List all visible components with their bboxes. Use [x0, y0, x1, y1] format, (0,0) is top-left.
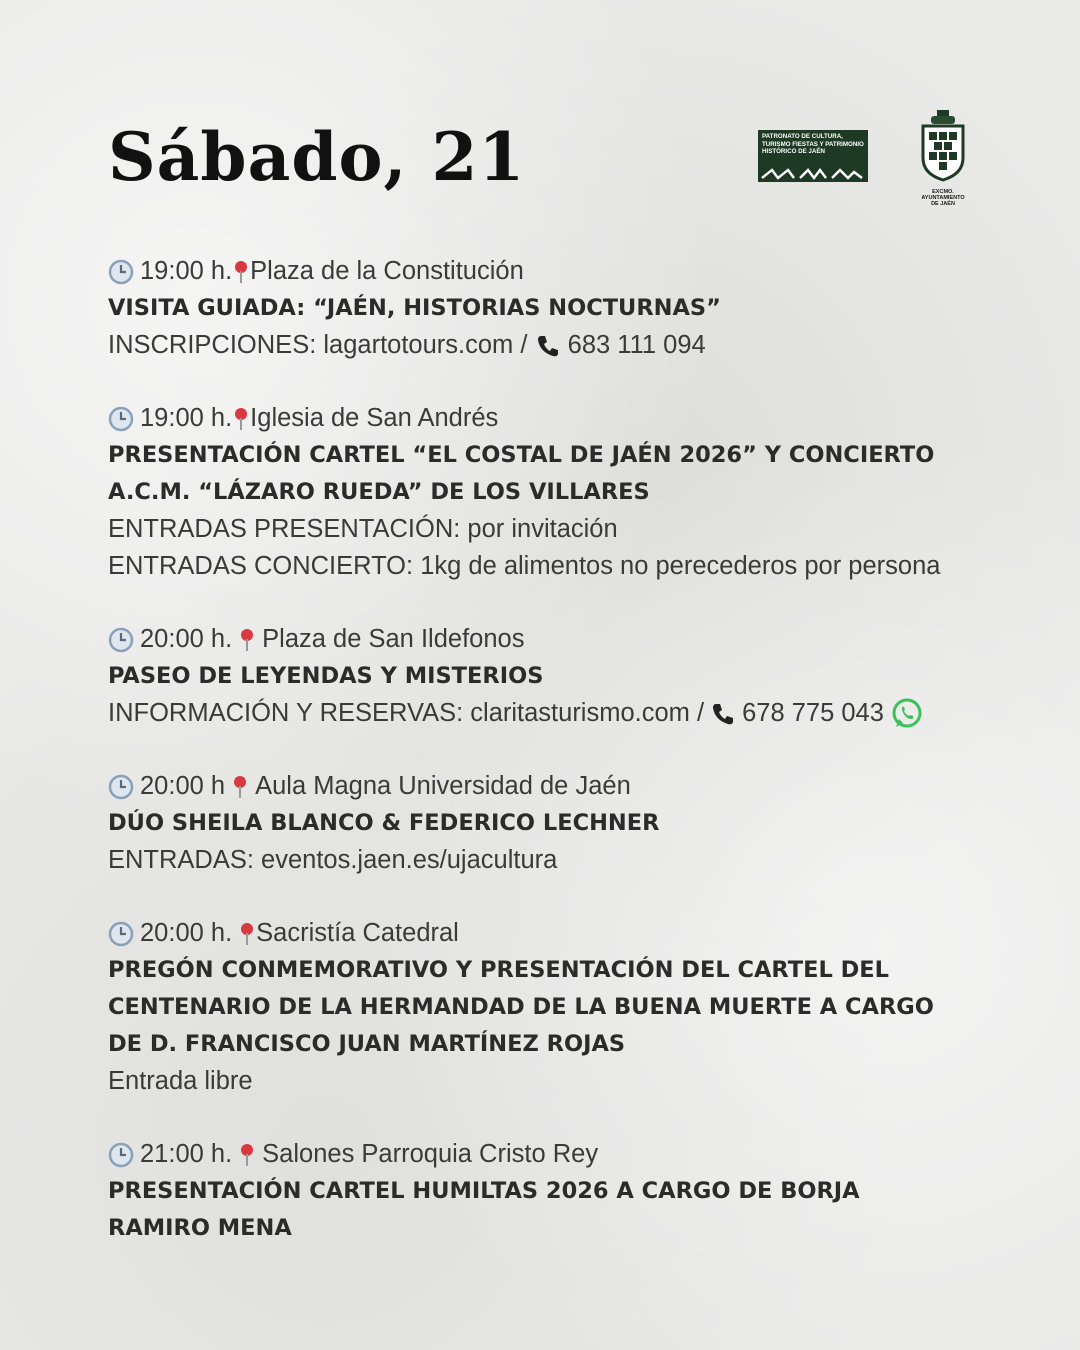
- event-title: VISITA GUIADA: “JAÉN, HISTORIAS NOCTURNAS”: [108, 295, 721, 321]
- event-detail: ENTRADAS PRESENTACIÓN: por invitación: [108, 515, 618, 543]
- event-title: PASEO DE LEYENDAS Y MISTERIOS: [108, 663, 544, 689]
- location-pin-icon: [238, 627, 256, 653]
- clock-icon: [108, 406, 134, 432]
- event-phone: 678 775 043: [742, 699, 884, 727]
- patronato-logo-text: PATRONATO DE CULTURA, TURISMO FIESTAS Y PATRIMONIO HISTÓRICO DE JAÉN: [762, 133, 864, 155]
- event-place: Sacristía Catedral: [256, 919, 459, 947]
- event-place: Aula Magna Universidad de Jaén: [255, 772, 631, 800]
- location-pin-icon: [232, 259, 250, 285]
- event-detail-text: INFORMACIÓN Y RESERVAS: claritasturismo.com /: [108, 699, 705, 727]
- event-detail: ENTRADAS: eventos.jaen.es/ujacultura: [108, 846, 558, 874]
- event-meta: [108, 400, 1008, 437]
- event-item: [108, 915, 1008, 1100]
- clock-icon: [108, 627, 134, 653]
- event-title: PRESENTACIÓN CARTEL “EL COSTAL DE JAÉN 2026” Y CONCIERTO A.C.M. “LÁZARO RUEDA” DE LOS VILLARES: [108, 442, 935, 505]
- event-time: 20:00 h: [140, 772, 226, 800]
- patronato-logo: [758, 130, 868, 182]
- clock-icon: [108, 259, 134, 285]
- event-meta: [108, 1136, 1008, 1173]
- ayuntamiento-logo: [917, 108, 969, 207]
- location-pin-icon: [232, 406, 250, 432]
- event-detail: ENTRADAS CONCIERTO: 1kg de alimentos no perecederos por persona: [108, 552, 941, 580]
- event-meta: [108, 621, 1008, 658]
- location-pin-icon: [231, 774, 249, 800]
- event-time: 19:00 h.: [140, 404, 233, 432]
- event-item: [108, 768, 1008, 879]
- clock-icon: [108, 774, 134, 800]
- event-time: 19:00 h.: [140, 257, 233, 285]
- event-item: [108, 1136, 1008, 1247]
- event-place: Salones Parroquia Cristo Rey: [262, 1140, 599, 1168]
- event-place: Iglesia de San Andrés: [250, 404, 499, 432]
- event-meta: [108, 915, 1008, 952]
- event-item: [108, 621, 1008, 732]
- event-place: Plaza de San Ildefonos: [262, 625, 525, 653]
- event-title: PRESENTACIÓN CARTEL HUMILTAS 2026 A CARGO DE BORJA RAMIRO MENA: [108, 1178, 860, 1241]
- event-detail: [108, 695, 1008, 732]
- whatsapp-icon: [890, 697, 924, 731]
- event-item: [108, 253, 1008, 364]
- event-phone: 683 111 094: [567, 331, 706, 359]
- event-title: PREGÓN CONMEMORATIVO Y PRESENTACIÓN DEL CARTEL DEL CENTENARIO DE LA HERMANDAD DE LA BUENA MUERTE A CARGO DE D. FRANCISCO JUAN MARTÍNEZ ROJAS: [108, 957, 934, 1057]
- event-time: 20:00 h.: [140, 919, 233, 947]
- page-title: Sábado, 21: [108, 118, 526, 196]
- event-meta: [108, 253, 1008, 290]
- ayuntamiento-logo-text: EXCMO. AYUNTAMIENTO DE JAÉN: [921, 189, 965, 207]
- location-pin-icon: [238, 921, 256, 947]
- location-pin-icon: [238, 1142, 256, 1168]
- coat-of-arms-icon: [917, 108, 969, 182]
- phone-icon: [710, 701, 736, 727]
- events-list: [108, 253, 1008, 1283]
- clock-icon: [108, 921, 134, 947]
- event-meta: [108, 768, 1008, 805]
- event-place: Plaza de la Constitución: [250, 257, 524, 285]
- event-item: [108, 400, 1008, 585]
- clock-icon: [108, 1142, 134, 1168]
- event-time: 20:00 h.: [140, 625, 233, 653]
- phone-icon: [535, 333, 561, 359]
- event-detail: [108, 327, 1008, 364]
- event-detail-text: INSCRIPCIONES: lagartotours.com /: [108, 331, 528, 359]
- event-title: DÚO SHEILA BLANCO & FEDERICO LECHNER: [108, 810, 660, 836]
- event-detail: Entrada libre: [108, 1067, 253, 1095]
- event-time: 21:00 h.: [140, 1140, 233, 1168]
